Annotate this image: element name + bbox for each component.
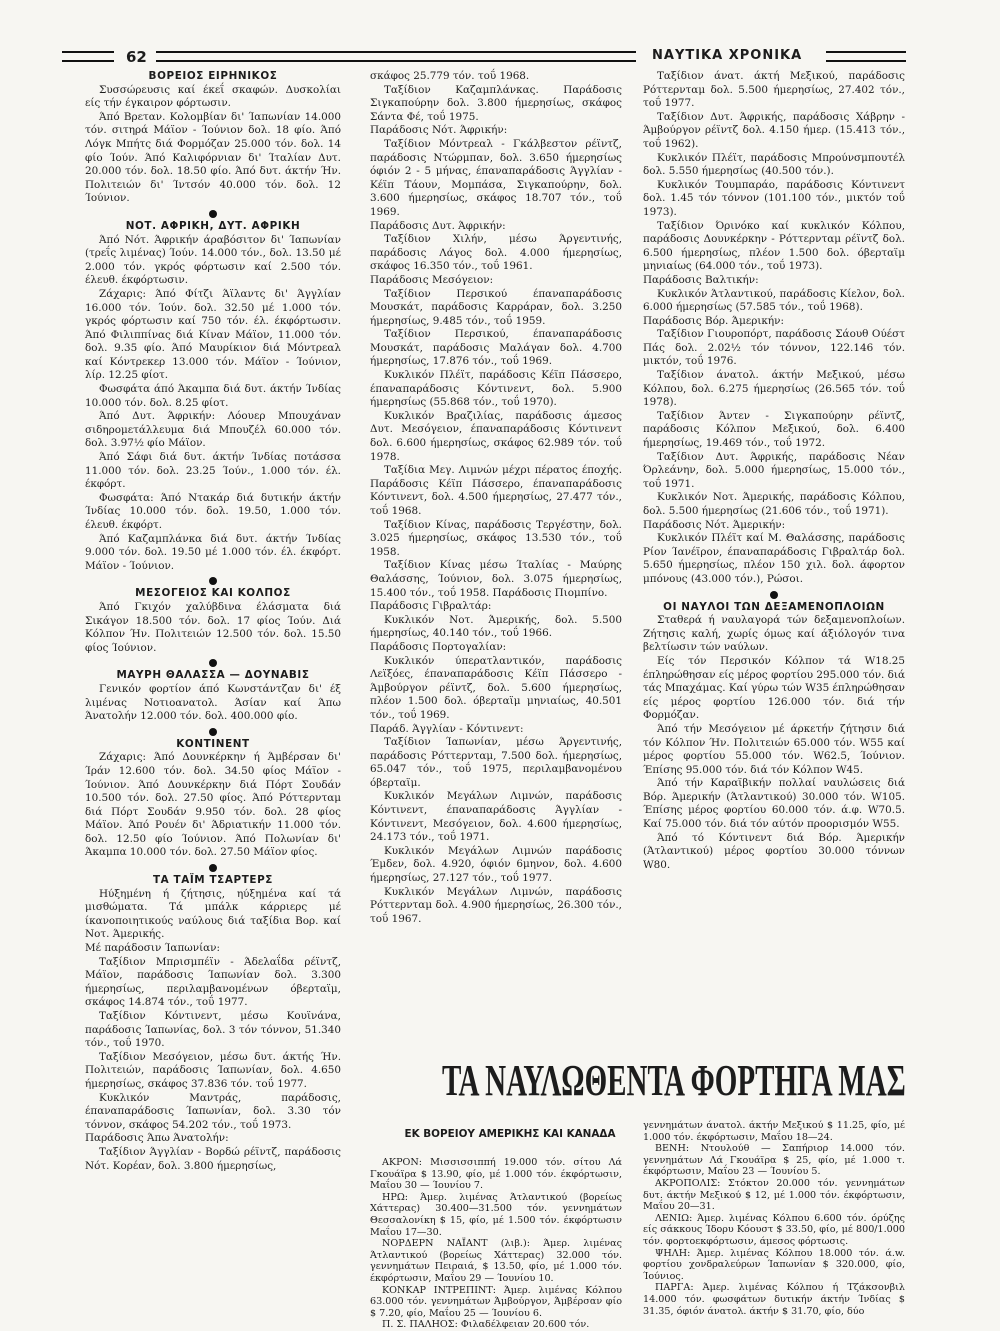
bullet-dot (209, 577, 217, 585)
paragraph: Φωσφάτα: Άπό Ντακάρ διά δυτικήν άκτήν Ίνδίας 10.000 τόν. δολ. 19.50, 1.000 τόν. έλευθ. έκφόρτ. (85, 491, 341, 531)
paragraph: Κυκλικόν Μεγάλων Λιμνών παράδοσις Έμδεν, δολ. 4.920, όφιόν 6μηνον, δολ. 4.600 ήμερησίως, 27.127 τόν., τοΰ 1977. (370, 844, 622, 885)
subheading: Παράδοσις Νότ. Άμερικήν: (643, 518, 786, 531)
paragraph: Ταξίδιον Χιλήν, μέσω Άργεντινής, παράδοσις Λάγος δολ. 4.000 ήμερησίως, σκάφος 16.350 τόν., τοΰ 1961. (370, 233, 622, 273)
paragraph: Ταξίδιον Άντεν - Σιγκαπούρην ρέϊντζ, παράδοσις Κόλπον Μεξικού, δολ. 6.400 ήμερησίως, 19.469 τόν., τοΰ 1972. (643, 409, 905, 450)
paragraph: Κυκλικόν Μεγάλων Λιμνών, παράδοσις Κόντινεντ, έπαναπαράδοσις Άγγλίαν - Κόντινεντ, Μεσόγειον, δολ. 4.600 ήμερησίως, 24.173 τόν., τοΰ 1971. (370, 790, 622, 844)
paragraph: Κυκλικόν Μαντράς, παράδοσις, έπαναπαράδοσις Ίαπωνίαν, δολ. 3.30 τόν τόννον, σκάφος 54.202 τόν., τοΰ 1973. (85, 1091, 341, 1131)
paragraph: Κυκλικόν Πλέϊτ, παράδοσις Κέϊπ Πάσσερο, έπαναπαράδοσις Κόντινεντ, δολ. 5.900 ήμερησίως (55.868 τόν., τοΰ 1970). (370, 369, 622, 409)
charter-entry: ΒΕΝΗ: Ντουλούθ — Σαπήριορ 14.000 τόν. γεννημάτων Λά Γκουάϊρα $ 25, φίο, μέ 1.000 τ. έκφόρτωσιν, Μαΐου 23 — Ίουνίου 5. (643, 1143, 905, 1178)
paragraph: Κυκλικόν Νοτ. Άμερικής, παράδοσις Κόλπου, δολ. 5.500 ήμερησίως (21.606 τόν., τοΰ 1971). (643, 491, 905, 517)
charter-entry: ΛΕΝΙΩ: Άμερ. λιμένας Κόλπου 6.600 τόν. όρύζης είς σάκκους Ίδορυ Κόουστ $ 33.50, φίο, μέ 800/1.000 τόν. φορτοεκφόρτωσιν, άμεσος φόρτωσις. (643, 1212, 905, 1247)
paragraph: Ταξίδιον άνατολ. άκτήν Μεξικού, μέσω Κόλπου, δολ. 6.275 ήμερησίως (26.565 τόν. τοΰ 1978). (643, 369, 905, 409)
section-heading: ΤΑ ΤΑΪΜ ΤΣΑΡΤΕΡΣ (152, 874, 274, 887)
section-heading: ΜΕΣΟΓΕΙΟΣ ΚΑΙ ΚΟΛΠΟΣ (135, 587, 291, 600)
paragraph: Ταξίδιον Κόντινεντ, μέσω Κουϊνάνα, παράδοσις Ίαπωνίας, δολ. 3 τόν τόννον, 51.340 τόν., τοΰ 1970. (85, 1010, 341, 1050)
section-heading: ΜΑΥΡΗ ΘΑΛΑΣΣΑ — ΔΟΥΝΑΒΙΣ (116, 669, 310, 682)
feature-left-column (370, 1157, 622, 1331)
paragraph: Ταξίδιον Περσικού, έπαναπαράδοσις Μουσκάτ, παράδοσις Μαλάγαν δολ. 4.700 ήμερησίως, 17.876 τόν., τοΰ 1969. (370, 328, 622, 368)
paragraph: Κυκλικόν Μεγάλων Λιμνών, παράδοσις Ρόττερνταμ δολ. 4.900 ήμερησίως, 26.300 τόν., τοΰ 1967. (370, 885, 622, 925)
bullet-dot (209, 659, 217, 667)
feature-title: ΤΑ ΝΑΥΛΩΘΕΝΤΑ ΦΟΡΤΗΓΑ ΜΑΣ (442, 1056, 906, 1105)
paragraph: Κυκλικόν Νοτ. Άμερικής, δολ. 5.500 ήμερησίως, 40.140 τόν., τοΰ 1966. (370, 613, 622, 640)
paragraph: Άπό Γκιχόν χαλύβδινα έλάσματα διά Σικάγον 18.500 τόν. δολ. 17 φίος Ίούν. Διά Κόλπον Ήν. Πολιτειών 12.500 τόν. δολ. 15.50 φίος Ίούνιον. (85, 600, 341, 654)
paragraph: Ταξίδια Μεγ. Λιμνών μέχρι πέρατος έποχής. Παράδοσις Κέϊπ Πάσσερο, έπαναπαράδοσις Κόντινεντ, δολ. 4.500 ήμερησίως, 27.477 τόν., τοΰ 1968. (370, 464, 622, 517)
paragraph: Ταξίδιον Όρινόκο καί κυκλικόν Κόλπου, παράδοσις Δουνκέρκην - Ρόττερνταμ ρέϊντζ δολ. 6.500 ήμερησίως, πλέον 1.500 δολ. όβερταϊμ μηνιαίως (64.000 τόν., τοΰ 1973). (643, 219, 905, 273)
paragraph: Ταξίδιον Ίαπωνίαν, μέσω Άργεντινής, παράδοσις Ρόττερνταμ, 7.500 δολ. ήμερησίως, 65.047 τόν., τοΰ 1975, περιλαμβανομένου όβερταϊμ. (370, 736, 622, 789)
column-3 (643, 70, 905, 1045)
paragraph: Ταξίδιον Δυτ. Άφρικής, παράδοσις Χάβρην - Άμβούργον ρέϊντζ δολ. 4.150 ήμερ. (15.413 τόν., τοΰ 1962). (643, 110, 905, 150)
subheading: Παράδοσις Βόρ. Άμερικήν: (643, 314, 784, 327)
subheading: Παράδοσις Νότ. Άφρικήν: (370, 124, 508, 137)
paragraph: Ζάχαρις: Άπό Φίτζι Άϊλαντς δι' Άγγλίαν 16.000 τόν. Ίούν. δολ. 32.50 μέ 1.000 τόν. γκρός φόρτωσιν καί 750 τόν. έλ. έκφόρτωσιν. Άπό Φιλιππίνας διά Κίναν Μάϊον, 11.000 τόν. δολ. 9.35 φίο. Άπό Μαυρίκιον διά Μόντρεαλ καί Κόντρεκερ 13.000 τόν. Μάϊον - Ίούνιον, λίρ. 12.25 φίοτ. (85, 287, 341, 382)
charter-entry: ΨΗΛΗ: Άμερ. λιμένας Κόλπου 18.000 τόν. ά.w. φορτίου χονδραλεύρων Ίαπωνίαν $ 320.000, φίο, Ίούνιος. (643, 1247, 905, 1282)
charter-entry: γεννημάτων άνατολ. άκτήν Μεξικού $ 11.25, φίο, μέ 1.000 τόν. έκφόρτωσιν, Μαΐου 18—24. (643, 1120, 905, 1143)
paragraph: σκάφος 25.779 τόν. τοΰ 1968. (370, 70, 530, 82)
subheading: Παράδοσις Πορτογαλίαν: (370, 640, 507, 653)
paragraph: Ηύξημένη ή ζήτησις, ηύξημένα καί τά μισθώματα. Τά μπάλκ κάρριερς μέ ίκανοποιητικούς ναύλους διά ταξίδια Βορ. καί Νοτ. Άμερικής. (85, 887, 341, 941)
subheading: Παράδοσις Άπω Άνατολήν: (85, 1132, 229, 1145)
paragraph: Άπό Σάφι διά δυτ. άκτήν Ίνδίας ποτάσσα 11.000 τόν. δολ. 23.25 Ίούν., 1.000 τόν. έλ. έκφόρτ. (85, 451, 341, 491)
charter-entry: Π. Σ. ΠΑΛΗΟΣ: Φιλαδέλφειαν 20.600 τόν. (382, 1319, 590, 1331)
paragraph: Ζάχαρις: Άπό Δουνκέρκην ή Άμβέρσαν δι' Ίράν 12.600 τόν. δολ. 34.50 φίος Μάϊον - Ίούνιον. Άπό Δουνκέρκην διά Πόρτ Σουδάν 10.500 τόν. δολ. 27.50 φίος. Άπό Ρόττερνταμ διά Πόρτ Σουδάν 9.950 τόν. δολ. 28 φίος Μάϊον. Άπό Ρουέν δι' Άδριατικήν 11.000 τόν. δολ. 12.50 φίο Ίούνιον. Άπό Πολωνίαν δι' Άκαμπα 10.000 τόν. δολ. 27.50 Μάϊον φίος. (85, 751, 341, 859)
paragraph: Κυκλικόν Βραζιλίας, παράδοσις άμεσος Δυτ. Μεσόγειον, έπαναπαράδοσις Κόντινεντ δολ. 6.600 ήμερησίως, σκάφος 62.989 τόν. τοΰ 1978. (370, 409, 622, 463)
paragraph: Άπό Καζαμπλάνκα διά δυτ. άκτήν Ίνδίας 9.000 τόν. δολ. 19.50 μέ 1.000 τόν. έλ. έκφόρτ. Μάϊον - Ίούνιον. (85, 532, 341, 572)
paragraph: Ταξίδιον Δυτ. Άφρικής, παράδοσις Νέαν Όρλεάνην, δολ. 5.000 ήμερησίως, 15.000 τόν., τοΰ 1971. (643, 450, 905, 490)
subheading: Παράδοσις Βαλτικήν: (643, 273, 759, 286)
paragraph: Άπό τήν Μεσόγειον μέ άρκετήν ζήτησιν διά τόν Κόλπον Ήν. Πολιτειών 65.000 τόν. W55 καί μέρος φορτίου 55.000 τόν. W62.5, Ίούνιον. Έπίσης 95.000 τόν. διά τόν Κόλπον W45. (643, 722, 905, 776)
paragraph: Κυκλικόν Πλέϊτ, παράδοσις Μπρούνσμπουτέλ δολ. 5.550 ήμερησίως (40.500 τόν.). (643, 151, 905, 178)
bullet-dot (209, 864, 217, 872)
header-rule-left (62, 51, 114, 62)
paragraph: Ταξίδιον άνατ. άκτή Μεξικού, παράδοσις Ρόττερνταμ δολ. 5.500 ήμερησίως, 27.402 τόν., τοΰ 1977. (643, 70, 905, 110)
paragraph: Κυκλικόν ύπερατλαντικόν, παράδοσις Λεϊξόες, έπαναπαράδοσις Κέϊπ Πάσσερο - Άμβούργον ρέϊντζ, δολ. 5.600 ήμερησίως, πλέον 1.500 δολ. όβερταϊμ μηνιαίως, 40.501 τόν., τοΰ 1969. (370, 654, 622, 721)
paragraph: Άπό Δυτ. Άφρικήν: Λόουερ Μπουχάναν σιδηρομετάλλευμα διά Μπουζέλ 60.000 τόν. δολ. 3.97½ φίο Μάϊον. (85, 410, 341, 450)
subheading: Παράδοσις Μεσόγειον: (370, 273, 494, 286)
feature-section-title: ΕΚ ΒΟΡΕΙΟΥ ΑΜΕΡΙΚΗΣ ΚΑΙ ΚΑΝΑΔΑ (404, 1128, 616, 1140)
paragraph: Σταθερά ή ναυλαγορά τών δεξαμενοπλοίων. Ζήτησις καλή, χωρίς όμως καί άξιόλογόν τινα βελτίωσιν τών ναύλων. (643, 614, 905, 654)
paragraph: Συσσώρευσις καί έκεΐ σκαφών. Δυσκολίαι είς τήν έγκαιρον φόρτωσιν. (85, 83, 341, 110)
paragraph: Ταξίδιον Κίνας, παράδοσις Τεργέστην, δολ. 3.025 ήμερησίως, σκάφος 13.530 τόν., τοΰ 1958. (370, 518, 622, 558)
magazine-title: ΝΑΥΤΙΚΑ ΧΡΟΝΙΚΑ (652, 48, 803, 63)
column-1 (85, 70, 341, 1282)
paragraph: Άπό Βρεταν. Κολομβίαν δι' Ίαπωνίαν 14.000 τόν. σιτηρά Μάϊον - Ίούνιον δολ. 18 φίο. Άπό Λόγκ Μπήτς διά Φορμόζαν 25.000 τόν. δολ. 14 φίο Ίούν. Άπό Καλιφόρνιαν δι' Ίταλίαν Δυτ. 20.000 τόν. δολ. 18.50 φίο. Άπό δυτ. άκτήν Ήν. Πολιτειών δι' Ίντσόν 40.000 τόν. δολ. 12 Ίούνιον. (85, 110, 341, 205)
paragraph: Άπό Νότ. Άφρικήν άραβόσιτον δι' Ίαπωνίαν (τρεΐς λιμένας) Ίούν. 14.000 τόν., δολ. 13.50 μέ 2.000 τόν. γκρός φόρτωσιν καί 2.500 τόν. έλευθ. έκφόρτωσιν. (85, 233, 341, 287)
paragraph: Ταξίδιον Μεσόγειον, μέσω δυτ. άκτής Ήν. Πολιτειών, παράδοσις Ίαπωνίαν, δολ. 4.650 ήμερησίως, σκάφος 37.836 τόν. τοΰ 1977. (85, 1050, 341, 1090)
paragraph: Άπό τό Κόντινεντ διά Βόρ. Άμερικήν (Άτλαντικού) μέρος φορτίου 30.000 τόννων W80. (643, 831, 905, 871)
paragraph: Κυκλικόν Πλέϊτ καί Μ. Θαλάσσης, παράδοσις Ρίον Ίανέϊρον, έπαναπαράδοσις Γιβραλτάρ δολ. 5.650 ήμερησίως, πλέον 150 χιλ. δολ. άφορτον μπόνους (43.000 τόν.), Ρώσοι. (643, 532, 905, 585)
paragraph: Ταξίδιον Κίνας μέσω Ίταλίας - Μαύρης Θαλάσσης, Ίούνιον, δολ. 3.075 ήμερησίως, 15.400 τόν., τοΰ 1958. Παράδοσις Πιομπίνο. (370, 559, 622, 599)
section-heading: ΒΟΡΕΙΟΣ ΕΙΡΗΝΙΚΟΣ (148, 70, 278, 82)
paragraph: Ταξίδιον Περσικού έπαναπαράδοσις Μουσκάτ, παράδοσις Καρράραν, δολ. 3.250 ήμερησίως, 9.485 τόν., τοΰ 1959. (370, 287, 622, 327)
bullet-dot (209, 728, 217, 736)
charter-entry: ΑΚΡΟΠΟΛΙΣ: Στόκτον 20.000 τόν. γεννημάτων δυτ. άκτήν Μεξικού $ 12, μέ 1.000 τόν. έκφόρτωσιν, Μαΐου 20—31. (643, 1177, 905, 1213)
subheading: Παράδ. Άγγλίαν - Κόντινεντ: (370, 722, 524, 735)
charter-entry: ΝΟΡΔΕΡΝ ΝΑΪΑΝΤ (λιβ.): Άμερ. λιμένας Άτλαντικού (βορείως Χάττερας) 32.000 τόν. γεννημάτων Πειραιά, $ 13.50, φίο, μέ 1.000 τόν. έκφόρτωσιν, Μαΐου 29 — Ίουνίου 10. (370, 1238, 622, 1284)
subheading: Παράδοσις Δυτ. Άφρικήν: (370, 219, 506, 232)
subheading: Παράδοσις Γιβραλτάρ: (370, 600, 492, 613)
column-2 (370, 70, 622, 1045)
charter-entry: ΗΡΩ: Άμερ. λιμένας Άτλαντικού (βορείως Χάττερας) 30.400—31.500 τόν. γεννημάτων Θεσσαλονίκη $ 15, φίο, μέ 1.500 τόν. έκφόρτωσιν Μαΐου 17—30. (370, 1191, 622, 1238)
paragraph: Φωσφάτα άπό Άκαμπα διά δυτ. άκτήν Ίνδίας 10.000 τόν. δολ. 8.25 φίοτ. (85, 383, 341, 409)
paragraph: Ταξίδιον Μπρισμπέϊν - Άδελαΐδα ρέϊντζ, Μάϊον, παράδοσις Ίαπωνίαν δολ. 3.300 ήμερησίως, περιλαμβανομένων όβερταϊμ, σκάφος 14.874 τόν., τοΰ 1977. (85, 955, 341, 1009)
paragraph: Άπό τήν Καραϊβικήν πολλαί ναυλώσεις διά Βόρ. Άμερικήν (Άτλαντικού) 30.000 τόν. W105. Έπίσης μέρος φορτίου 60.000 τόν. ά.φ. W70.5. Καί 75.000 τόν. διά τόν αύτόν προορισμόν W55. (643, 777, 905, 831)
header-rule-right (826, 51, 906, 62)
page-number: 62 (126, 48, 147, 66)
paragraph: Ταξίδιον Καζαμπλάνκας. Παράδοσις Σιγκαπούρην δολ. 3.800 ήμερησίως, σκάφος Σάντα Φέ, τοΰ 1975. (370, 83, 622, 123)
charter-entry: ΠΑΡΓΑ: Άμερ. λιμένας Κόλπου ή Τζάκσονβιλ 14.000 τόν. φωσφάτων δυτικήν άκτήν Ίνδίας $ 31.35, όφιόν άνατολ. άκτήν $ 31.70, φίο, δύο (643, 1282, 905, 1317)
bullet-dot (770, 591, 778, 599)
subheading: Μέ παράδοσιν Ίαπωνίαν: (85, 942, 220, 955)
section-heading: ΟΙ ΝΑΥΛΟΙ ΤΩΝ ΔΕΞΑΜΕΝΟΠΛΟΙΩΝ (663, 600, 885, 613)
header-rule-middle (156, 51, 636, 62)
paragraph: Κυκλικόν Τουμπαράο, παράδοσις Κόντινεντ δολ. 1.45 τόν τόννον (101.100 τόν., μικτόν τοΰ 1973). (643, 178, 905, 218)
paragraph: Κυκλικόν Άτλαντικού, παράδοσις Κίελον, δολ. 6.000 ήμερησίως (57.585 τόν., τοΰ 1968). (643, 287, 905, 314)
paragraph: Ταξίδιον Άγγλίαν - Βορδώ ρέϊντζ, παράδοσις Νότ. Κορέαν, δολ. 3.800 ήμερησίως, (85, 1145, 341, 1172)
paragraph: Γενικόν φορτίον άπό Κωνστάντζαν δι' έξ λιμένας Νοτιοανατολ. Άσίαν καί Άπω Άνατολήν 12.000 τόν. δολ. 400.000 φίο. (85, 682, 341, 723)
section-heading: ΚΟΝΤΙΝΕΝΤ (176, 737, 250, 750)
bullet-dot (209, 210, 217, 218)
section-heading: ΝΟΤ. ΑΦΡΙΚΗ, ΔΥΤ. ΑΦΡΙΚΗ (125, 219, 301, 232)
charter-entry: ΚΟΝΚΑΡ ΙΝΤΡΕΠΙΝΤ: Άμερ. λιμένας Κόλπου 63.000 τόν. γεννημάτων Άμβούργον, Άμβέρσαν φίο $ 7.20, φίο, Μαΐου 25 — Ίουνίου 6. (370, 1284, 622, 1319)
paragraph: Ταξίδιον Γιουροπόρτ, παράδοσις Σάουθ Ούέστ Πάς δολ. 2.02½ τόν τόννον, 122.146 τόν. μικτόν, τοΰ 1976. (643, 328, 905, 368)
charter-entry: ΑΚΡΟΝ: Μισσισσιππή 19.000 τόν. σίτου Λά Γκουάϊρα $ 13.90, φίο, μέ 1.000 τόν. έκφόρτωσιν, Μαΐου 30 — Ίουνίου 7. (370, 1157, 622, 1192)
paragraph: Ταξίδιον Μόντρεαλ - Γκάλβεστον ρέϊντζ, παράδοσις Ντώρμπαν, δολ. 3.650 ήμερησίως όφιόν 2 - 5 μήνας, έπαναπαράδοσις Άγγλίαν - Κέϊπ Τάουν, Μομπάσα, Σιγκαπούρην, δολ. 3.600 ήμερησίως, σκάφος 18.707 τόν., τοΰ 1969. (370, 137, 622, 218)
paragraph: Είς τόν Περσικόν Κόλπον τά W18.25 έπληρώθησαν είς μέρος φορτίου 295.000 τόν. διά τάς Μπαχάμας. Καί γύρω τών W35 έπληρώθησαν είς μέρος φορτίου 126.000 τόν. διά τήν Φορμόζαν. (643, 654, 906, 722)
feature-right-column (643, 1120, 905, 1317)
